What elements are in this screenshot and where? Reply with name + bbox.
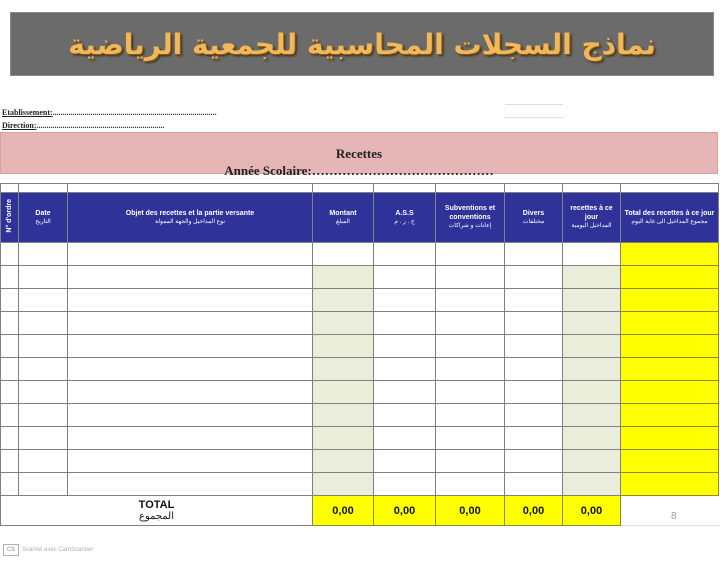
banner-title: نماذج السجلات المحاسبية للجمعية الرياضية <box>68 27 656 61</box>
cell-subventions[interactable] <box>436 243 505 266</box>
cell-total-receipts[interactable] <box>621 289 719 312</box>
cell-order[interactable] <box>1 312 19 335</box>
total-divers: 0,00 <box>505 496 563 526</box>
total-row <box>1 496 719 526</box>
cell-daily-receipts[interactable] <box>563 335 621 358</box>
cell-amount[interactable] <box>313 335 374 358</box>
table-row <box>1 266 719 289</box>
section-title: Recettes <box>335 146 383 161</box>
cell-ass[interactable] <box>374 381 436 404</box>
cell-subventions[interactable] <box>436 358 505 381</box>
cell-subventions[interactable] <box>436 312 505 335</box>
header-daily-receipts: recettes à ce jour المداخيل اليومية <box>563 193 621 243</box>
cell-divers[interactable] <box>505 427 563 450</box>
cell-ass[interactable] <box>374 335 436 358</box>
total-empty-cell <box>621 496 719 526</box>
cell-total-receipts[interactable] <box>621 381 719 404</box>
cell-total-receipts[interactable] <box>621 266 719 289</box>
header-order-number: N° d'ordre <box>1 193 19 243</box>
total-amount: 0,00 <box>313 496 374 526</box>
cell-divers[interactable] <box>505 473 563 496</box>
cell-object[interactable] <box>68 473 313 496</box>
cell-divers[interactable] <box>505 266 563 289</box>
cell-date[interactable] <box>19 427 68 450</box>
etablissement-dots: .................................................................................. <box>52 108 217 117</box>
cell-daily-receipts[interactable] <box>563 358 621 381</box>
cell-total-receipts[interactable] <box>621 312 719 335</box>
table-row <box>1 450 719 473</box>
cell-ass[interactable] <box>374 450 436 473</box>
cell-daily-receipts[interactable] <box>563 266 621 289</box>
total-daily-receipts: 0,00 <box>563 496 621 526</box>
cell-object[interactable] <box>68 266 313 289</box>
header-row <box>1 193 719 243</box>
cell-amount[interactable] <box>313 450 374 473</box>
cell-object[interactable] <box>68 358 313 381</box>
cell-order[interactable] <box>1 335 19 358</box>
total-label: TOTAL المجموع <box>1 496 313 526</box>
cell-order[interactable] <box>1 289 19 312</box>
cell-divers[interactable] <box>505 289 563 312</box>
table-row <box>1 427 719 450</box>
cell-amount[interactable] <box>313 243 374 266</box>
cell-date[interactable] <box>19 381 68 404</box>
cell-ass[interactable] <box>374 266 436 289</box>
cell-total-receipts[interactable] <box>621 404 719 427</box>
table-row <box>1 243 719 266</box>
table-row <box>1 358 719 381</box>
header-divers: Divers مختلفات <box>505 193 563 243</box>
cell-object[interactable] <box>68 335 313 358</box>
cell-date[interactable] <box>19 266 68 289</box>
cell-order[interactable] <box>1 266 19 289</box>
cell-date[interactable] <box>19 312 68 335</box>
cell-ass[interactable] <box>374 312 436 335</box>
cell-daily-receipts[interactable] <box>563 381 621 404</box>
cell-amount[interactable] <box>313 289 374 312</box>
cell-ass[interactable] <box>374 289 436 312</box>
camscanner-logo-icon: CS <box>3 544 19 556</box>
cell-subventions[interactable] <box>436 335 505 358</box>
cell-subventions[interactable] <box>436 427 505 450</box>
cell-amount[interactable] <box>313 404 374 427</box>
cell-divers[interactable] <box>505 312 563 335</box>
cell-order[interactable] <box>1 473 19 496</box>
cell-object[interactable] <box>68 427 313 450</box>
section-header <box>0 132 718 178</box>
table-row <box>1 404 719 427</box>
cell-date[interactable] <box>19 404 68 427</box>
table-row <box>1 473 719 496</box>
cell-daily-receipts[interactable] <box>563 404 621 427</box>
cell-total-receipts[interactable] <box>621 450 719 473</box>
cell-order[interactable] <box>1 450 19 473</box>
cell-divers[interactable] <box>505 243 563 266</box>
cell-ass[interactable] <box>374 427 436 450</box>
cell-total-receipts[interactable] <box>621 358 719 381</box>
cell-ass[interactable] <box>374 358 436 381</box>
cell-date[interactable] <box>19 473 68 496</box>
cell-ass[interactable] <box>374 404 436 427</box>
header-date: Date التاريخ <box>19 193 68 243</box>
direction-line <box>2 121 165 130</box>
title-banner <box>10 12 714 76</box>
cell-total-receipts[interactable] <box>621 335 719 358</box>
scanner-watermark <box>3 544 93 556</box>
direction-dots: ................................................................ <box>36 121 165 130</box>
cell-order[interactable] <box>1 404 19 427</box>
cell-subventions[interactable] <box>436 289 505 312</box>
cell-daily-receipts[interactable] <box>563 312 621 335</box>
cell-daily-receipts[interactable] <box>563 450 621 473</box>
cell-subventions[interactable] <box>436 266 505 289</box>
cell-object[interactable] <box>68 404 313 427</box>
cell-object[interactable] <box>68 289 313 312</box>
cell-amount[interactable] <box>313 473 374 496</box>
cell-amount[interactable] <box>313 358 374 381</box>
header-object: Objet des recettes et la partie versante نوع المداخيل والجهة الممولة <box>68 193 313 243</box>
header-subventions: Subventions et conventions إعانات و شراكات <box>436 193 505 243</box>
cell-object[interactable] <box>68 450 313 473</box>
spacer-row <box>1 184 719 193</box>
cell-subventions[interactable] <box>436 404 505 427</box>
cell-date[interactable] <box>19 289 68 312</box>
blank-line <box>505 104 563 105</box>
cell-ass[interactable] <box>374 473 436 496</box>
header-amount: Montant المبلغ <box>313 193 374 243</box>
table-row <box>1 289 719 312</box>
cell-daily-receipts[interactable] <box>563 243 621 266</box>
school-year-label: Année Scolaire:…………………………………… <box>224 163 494 178</box>
blank-line <box>505 117 563 118</box>
cell-amount[interactable] <box>313 266 374 289</box>
cell-divers[interactable] <box>505 358 563 381</box>
total-ass: 0,00 <box>374 496 436 526</box>
page-number: 8 <box>671 511 677 522</box>
cell-amount[interactable] <box>313 427 374 450</box>
cell-divers[interactable] <box>505 335 563 358</box>
cell-order[interactable] <box>1 381 19 404</box>
cell-daily-receipts[interactable] <box>563 473 621 496</box>
cell-divers[interactable] <box>505 450 563 473</box>
cell-object[interactable] <box>68 381 313 404</box>
cell-subventions[interactable] <box>436 381 505 404</box>
cell-total-receipts[interactable] <box>621 473 719 496</box>
header-total-receipts: Total des recettes à ce jour مجموع المداخيل الى غاية اليوم <box>621 193 719 243</box>
cell-order[interactable] <box>1 427 19 450</box>
cell-total-receipts[interactable] <box>621 243 719 266</box>
cell-date[interactable] <box>19 450 68 473</box>
table-row <box>1 335 719 358</box>
receipts-table <box>0 183 719 526</box>
cell-date[interactable] <box>19 243 68 266</box>
cell-subventions[interactable] <box>436 450 505 473</box>
total-subventions: 0,00 <box>436 496 505 526</box>
cell-ass[interactable] <box>374 243 436 266</box>
table-row <box>1 381 719 404</box>
header-ass: A.S.S ج . ر . م <box>374 193 436 243</box>
cell-subventions[interactable] <box>436 473 505 496</box>
cell-divers[interactable] <box>505 404 563 427</box>
direction-label: Direction: <box>2 121 37 130</box>
scanner-text: Scanné avec CamScanner <box>22 547 94 553</box>
etablissement-line <box>2 108 217 117</box>
cell-order[interactable] <box>1 358 19 381</box>
cell-total-receipts[interactable] <box>621 427 719 450</box>
cell-amount[interactable] <box>313 381 374 404</box>
cell-amount[interactable] <box>313 312 374 335</box>
cell-divers[interactable] <box>505 381 563 404</box>
cell-date[interactable] <box>19 358 68 381</box>
cell-object[interactable] <box>68 243 313 266</box>
cell-date[interactable] <box>19 335 68 358</box>
table-row <box>1 312 719 335</box>
etablissement-label: Etablissement: <box>2 108 53 117</box>
cell-order[interactable] <box>1 243 19 266</box>
cell-daily-receipts[interactable] <box>563 427 621 450</box>
cell-object[interactable] <box>68 312 313 335</box>
cell-daily-receipts[interactable] <box>563 289 621 312</box>
